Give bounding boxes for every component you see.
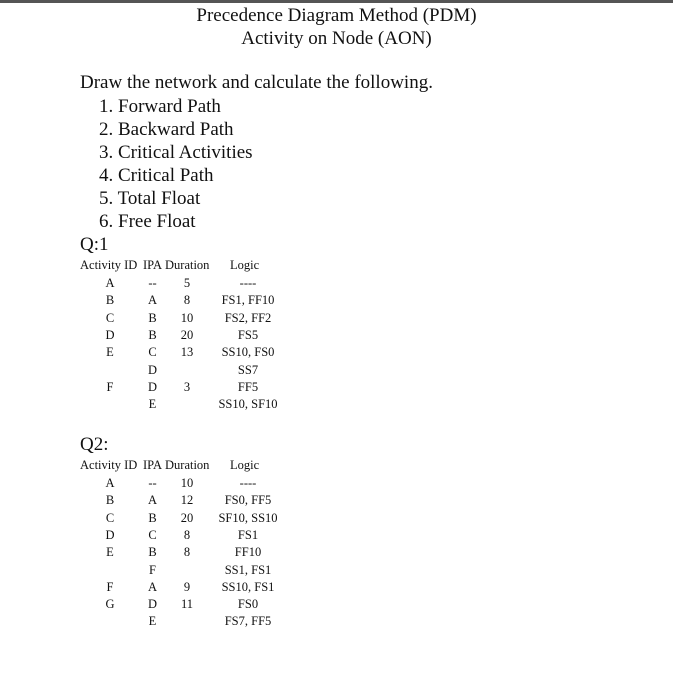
activity-cell: A [105, 476, 115, 490]
ipa-cell: E [148, 397, 157, 412]
duration-cell: 9 [183, 579, 191, 594]
logic-cell: ---- [239, 476, 257, 490]
ipa-cell: A [147, 493, 158, 508]
logic-cell: SS10, FS0 [221, 345, 275, 360]
header-duration: Duration [165, 458, 210, 472]
duration-cell: 10 [180, 476, 194, 490]
header-activity-id: Activity ID [80, 258, 138, 272]
ipa-cell: D [147, 362, 158, 377]
duration-cell: 11 [180, 597, 194, 612]
duration-cell: 5 [183, 276, 191, 290]
ipa-cell: C [148, 527, 157, 542]
logic-cell: SS10, SF10 [218, 397, 278, 412]
duration-cell: 13 [180, 345, 194, 360]
logic-cell: FF5 [237, 379, 259, 394]
logic-cell: FS2, FF2 [224, 310, 272, 325]
activity-cell: F [106, 579, 114, 594]
ipa-cell: D [147, 379, 158, 394]
duration-cell: 10 [180, 310, 194, 325]
duration-cell: 20 [180, 510, 194, 525]
duration-cell: 12 [180, 493, 194, 508]
activity-cell: E [106, 545, 114, 560]
activity-cell: C [105, 510, 115, 525]
task-item: 2. Backward Path [99, 119, 234, 140]
ipa-cell: A [147, 579, 158, 594]
activity-cell: A [105, 276, 115, 290]
duration-cell: 8 [183, 527, 191, 542]
ipa-cell: F [149, 562, 156, 577]
ipa-cell: B [148, 310, 157, 325]
header-activity-id: Activity ID [80, 458, 138, 472]
document-title: Precedence Diagram Method (PDM) [196, 5, 477, 26]
instruction-text: Draw the network and calculate the following. [80, 72, 433, 93]
logic-cell: FS5 [237, 327, 259, 342]
ipa-cell: B [148, 510, 157, 525]
document-subtitle: Activity on Node (AON) [241, 28, 432, 49]
task-item: 3. Critical Activities [99, 142, 253, 163]
task-item: 4. Critical Path [99, 165, 214, 186]
logic-cell: SS10, FS1 [221, 579, 275, 594]
duration-cell: 8 [183, 293, 191, 308]
activity-cell: D [105, 527, 115, 542]
ipa-cell: B [148, 545, 157, 560]
header-logic: Logic [230, 258, 260, 272]
logic-cell: SF10, SS10 [218, 510, 278, 525]
question-1-label: Q:1 [80, 234, 109, 255]
duration-cell: 8 [183, 545, 191, 560]
logic-cell: ---- [239, 276, 257, 290]
logic-cell: FS0, FF5 [224, 493, 272, 508]
logic-cell: FS1 [237, 527, 259, 542]
header-logic: Logic [230, 458, 260, 472]
activity-cell: E [106, 345, 114, 360]
activity-cell: B [105, 493, 115, 508]
activity-cell: B [105, 293, 115, 308]
ipa-cell: E [148, 614, 157, 629]
logic-cell: FS0 [237, 597, 259, 612]
activity-cell: C [105, 310, 115, 325]
ipa-cell: B [148, 327, 157, 342]
ipa-cell: A [147, 293, 158, 308]
activity-cell: G [105, 597, 115, 612]
ipa-cell: -- [148, 276, 157, 290]
logic-cell: SS1, FS1 [224, 562, 272, 577]
duration-cell: 3 [183, 379, 191, 394]
activity-cell: D [105, 327, 115, 342]
logic-cell: FS1, FF10 [221, 293, 275, 308]
task-item: 5. Total Float [99, 188, 201, 209]
header-ipa: IPA [143, 458, 162, 472]
top-border [0, 0, 673, 3]
task-item: 1. Forward Path [99, 96, 221, 117]
header-ipa: IPA [143, 258, 162, 272]
logic-cell: SS7 [237, 362, 259, 377]
logic-cell: FS7, FF5 [224, 614, 272, 629]
task-list [99, 95, 253, 233]
ipa-cell: C [148, 345, 157, 360]
task-item: 6. Free Float [99, 211, 196, 232]
logic-cell: FF10 [234, 545, 262, 560]
question-2-label: Q2: [80, 434, 109, 455]
duration-cell: 20 [180, 327, 194, 342]
header-duration: Duration [165, 258, 210, 272]
activity-cell: F [106, 379, 114, 394]
ipa-cell: D [147, 597, 158, 612]
ipa-cell: -- [148, 476, 157, 490]
